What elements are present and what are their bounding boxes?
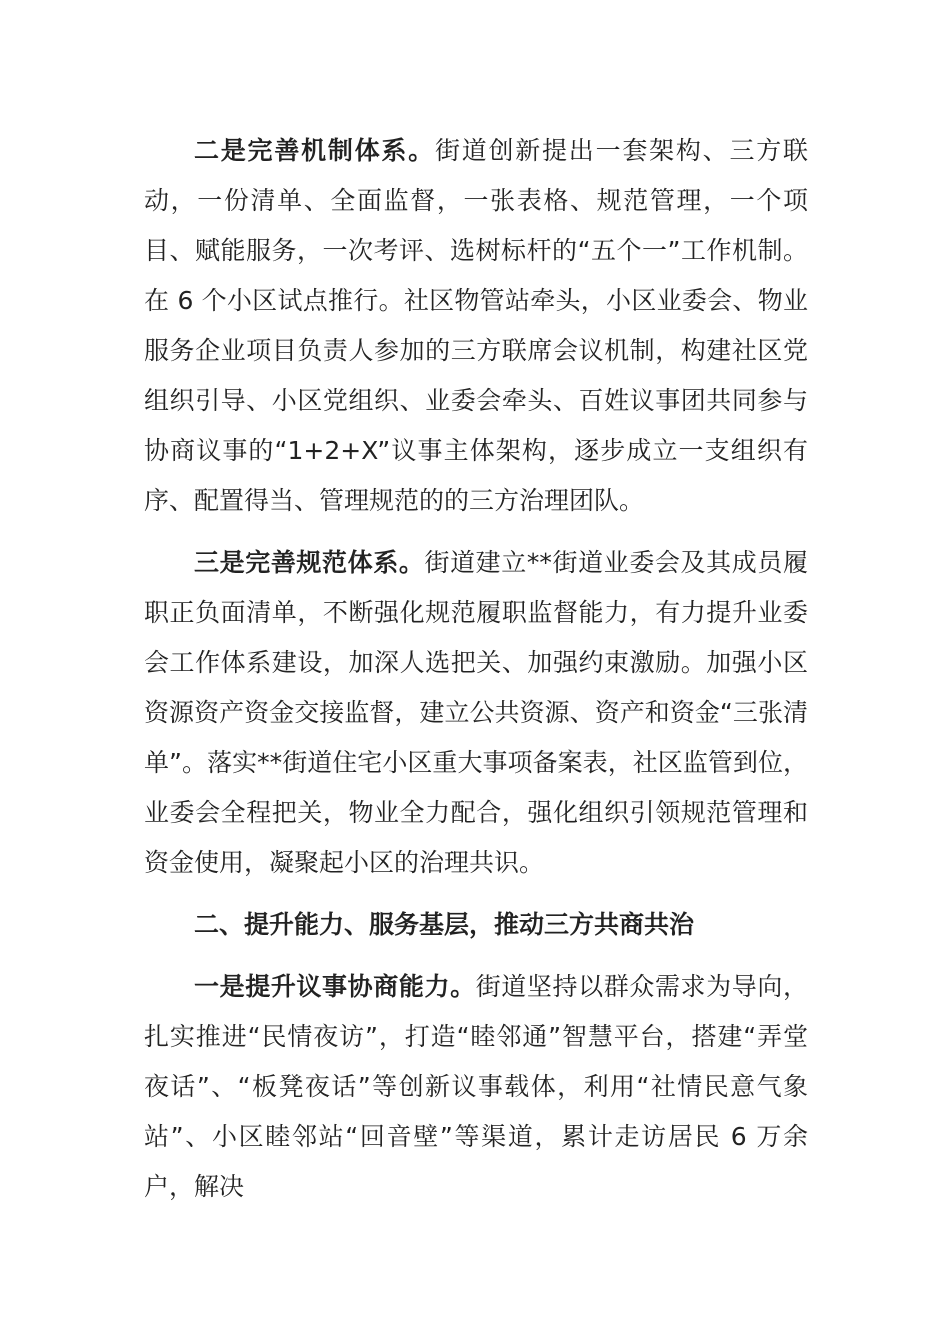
paragraph-lead: 三是完善规范体系。 <box>194 548 425 577</box>
paragraph-lead: 一是提升议事协商能力。 <box>194 972 476 1001</box>
section-heading: 二、提升能力、服务基层，推动三方共商共治 <box>194 910 695 939</box>
paragraph-text: 街道创新提出一套架构、三方联动，一份清单、全面监督，一张表格、规范管理，一个项目、赋能服务，一次考评、选树标杆的“五个一”工作机制。在 6 个小区试点推行。社区物管站牵头，小区业委会、物业服务企业项目负责人参加的三方联席会议机制，构建社区党组织引导、小区党组织、业委会牵头、百姓议事团共同参与协商议事的“1+2+X”议事主体架构，逐步成立一支组织有序、配置得当、管理规范的的三方治理团队。 <box>144 136 808 515</box>
paragraph-norm-system <box>144 538 808 888</box>
paragraph-consultation-ability <box>144 962 808 1212</box>
document-body <box>144 126 808 1224</box>
paragraph-text: 街道坚持以群众需求为导向，扎实推进“民情夜访”，打造“睦邻通”智慧平台，搭建“弄堂夜话”、“板凳夜话”等创新议事载体，利用“社情民意气象站”、小区睦邻站“回音壁”等渠道，累计走访居民 6 万余户，解决 <box>144 972 808 1201</box>
paragraph-mechanism-system <box>144 126 808 526</box>
paragraph-lead: 二是完善机制体系。 <box>194 136 435 165</box>
paragraph-text: 街道建立**街道业委会及其成员履职正负面清单，不断强化规范履职监督能力，有力提升业委会工作体系建设，加深人选把关、加强约束激励。加强小区资源资产资金交接监督，建立公共资源、资产和资金“三张清单”。落实**街道住宅小区重大事项备案表，社区监管到位，业委会全程把关，物业全力配合，强化组织引领规范管理和资金使用，凝聚起小区的治理共识。 <box>144 548 808 877</box>
